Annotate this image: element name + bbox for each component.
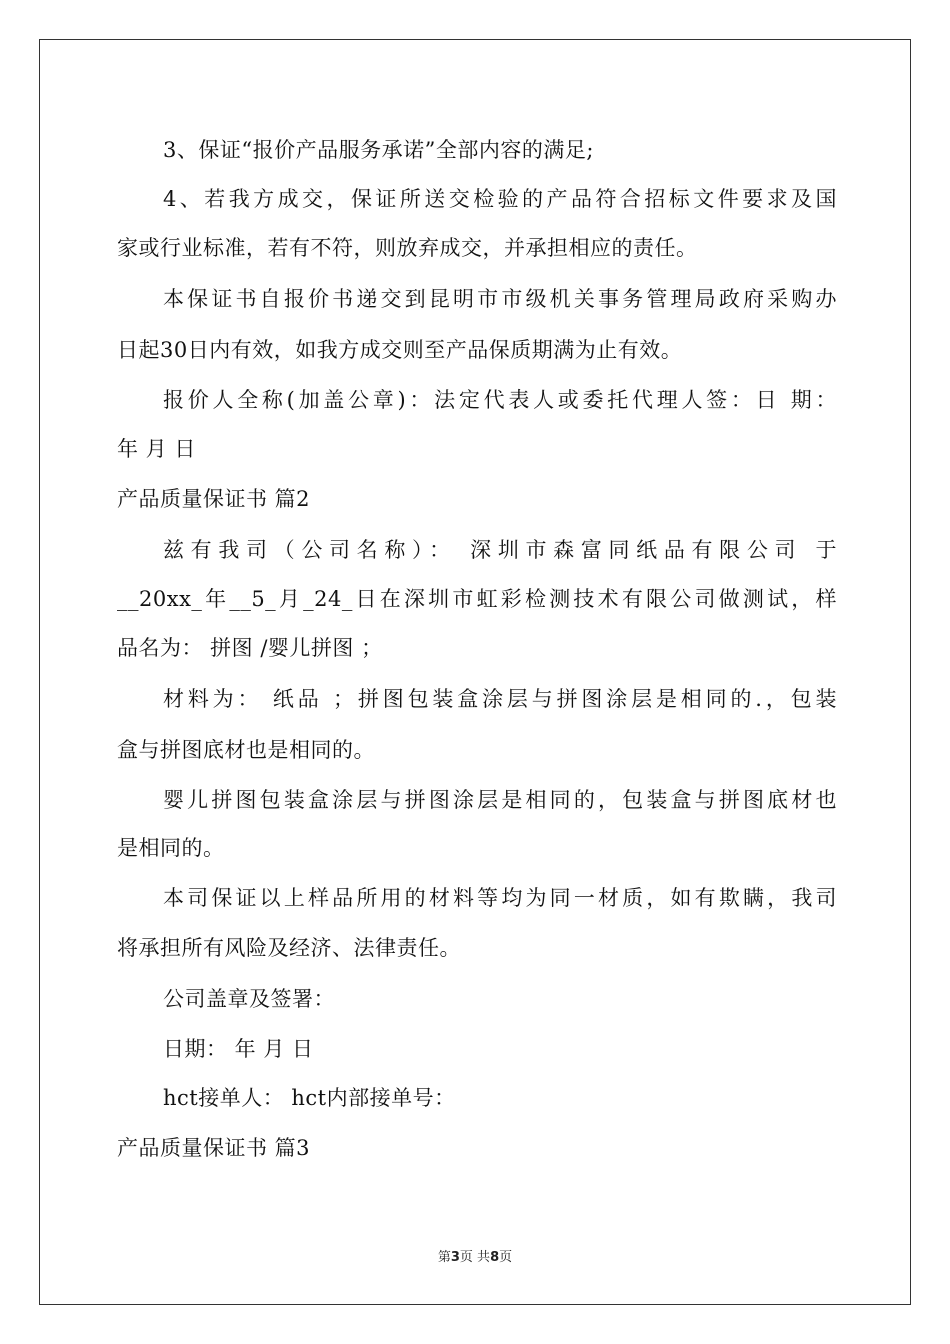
paragraph-line: 家或行业标准，若有不符，则放弃成交，并承担相应的责任。	[117, 236, 698, 260]
paragraph-line: 品名为： 拼图 /婴儿拼图 ；	[117, 636, 383, 660]
paragraph-line: 4、若我方成交，保证所送交检验的产品符合招标文件要求及国	[163, 187, 837, 211]
footer-page-current: 3	[450, 1250, 460, 1265]
paragraph-line: 是相同的。	[117, 836, 225, 860]
paragraph-line: 3、保证“报价产品服务承诺”全部内容的满足;	[163, 138, 594, 162]
paragraph-line: 盒与拼图底材也是相同的。	[117, 738, 375, 762]
footer-suffix: 页	[499, 1250, 513, 1265]
paragraph-line: 本司保证以上样品所用的材料等均为同一材质，如有欺瞒，我司	[163, 886, 837, 910]
footer-prefix: 第	[437, 1250, 451, 1265]
paragraph-line: 兹有我司（公司名称）： 深圳市森富同纸品有限公司 于	[163, 538, 837, 562]
date-line: 日期： 年 月 日	[163, 1037, 314, 1061]
paragraph-line: 本保证书自报价书递交到昆明市市级机关事务管理局政府采购办	[163, 287, 837, 311]
page-frame	[39, 39, 911, 1305]
date-line: 年 月 日	[117, 437, 196, 461]
section-heading: 产品质量保证书 篇2	[117, 487, 311, 511]
section-heading: 产品质量保证书 篇3	[117, 1136, 311, 1160]
paragraph-line: __20xx_年__5_月_24_日在深圳市虹彩检测技术有限公司做测试，样	[117, 587, 837, 611]
footer-mid: 页 共	[459, 1250, 491, 1265]
paragraph-line: 材料为： 纸品 ；拼图包装盒涂层与拼图涂层是相同的.，包装	[163, 687, 837, 711]
page-footer	[0, 1246, 950, 1265]
paragraph-line: 日起30日内有效，如我方成交则至产品保质期满为止有效。	[117, 338, 683, 362]
order-number-line: hct接单人： hct内部接单号：	[163, 1086, 456, 1110]
paragraph-line: 婴儿拼图包装盒涂层与拼图涂层是相同的，包装盒与拼图底材也	[163, 788, 837, 812]
paragraph-line: 报价人全称(加盖公章)：法定代表人或委托代理人签：日 期：	[163, 388, 837, 412]
footer-page-total: 8	[490, 1250, 500, 1265]
paragraph-line: 将承担所有风险及经济、法律责任。	[117, 936, 461, 960]
signature-line: 公司盖章及签署：	[163, 987, 335, 1011]
